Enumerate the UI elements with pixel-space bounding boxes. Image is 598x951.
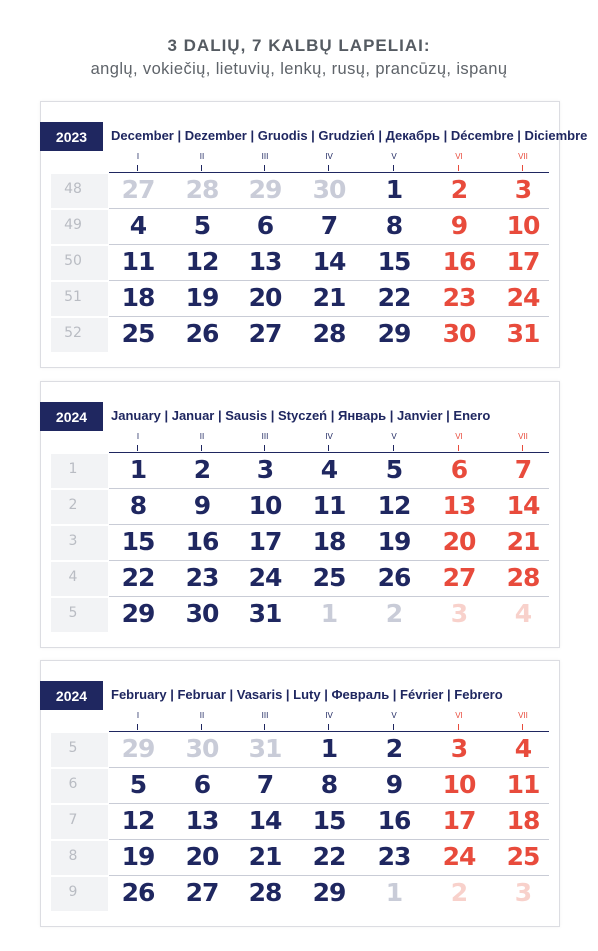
day-cell: 13 [248, 247, 282, 276]
weekday-label [257, 432, 273, 441]
day-cell: 28 [312, 319, 346, 348]
weekday-tick [137, 445, 138, 451]
weekday-label [321, 711, 337, 720]
day-cell: 6 [450, 455, 468, 484]
day-cell: 10 [506, 211, 540, 240]
day-cell: 24 [506, 283, 540, 312]
weekday-tick [201, 724, 202, 730]
day-cell: 23 [377, 842, 411, 871]
weekday-label-text: I [136, 152, 140, 161]
weekday-tick [458, 724, 459, 730]
day-cell: 28 [248, 878, 282, 907]
day-cell: 7 [256, 770, 274, 799]
day-cell: 29 [248, 175, 282, 204]
day-cell: 25 [506, 842, 540, 871]
weekday-label-text: VI [455, 152, 463, 161]
day-cell: 7 [514, 455, 532, 484]
month-names: January | Januar | Sausis | Styczeń | Январь | Janvier | Enero [111, 408, 491, 423]
weekday-label [321, 432, 337, 441]
weekday-label [130, 152, 146, 161]
weekday-tick [522, 724, 523, 730]
day-cell: 18 [121, 283, 155, 312]
day-cell: 11 [121, 247, 155, 276]
weekday-tick [522, 445, 523, 451]
day-cell: 20 [248, 283, 282, 312]
week-row [41, 840, 549, 876]
day-cell: 20 [442, 527, 476, 556]
weekday-label-text: V [391, 432, 397, 441]
weekday-label [321, 152, 337, 161]
day-cell: 31 [248, 734, 282, 763]
day-cell: 23 [185, 563, 219, 592]
day-cell: 10 [442, 770, 476, 799]
weekday-label [451, 711, 467, 720]
weekday-label-text: I [136, 432, 140, 441]
year-tab: 2024 [40, 681, 103, 710]
day-cell: 26 [185, 319, 219, 348]
day-cell: 13 [185, 806, 219, 835]
day-cell: 14 [312, 247, 346, 276]
weekday-tick [264, 165, 265, 171]
day-cell: 1 [129, 455, 147, 484]
weekday-label-text: V [391, 152, 397, 161]
day-cell: 26 [377, 563, 411, 592]
day-cell: 19 [121, 842, 155, 871]
week-number: 49 [64, 217, 82, 233]
day-cell: 15 [377, 247, 411, 276]
week-row [41, 209, 549, 245]
month-panel [40, 660, 560, 927]
day-cell: 28 [185, 175, 219, 204]
day-cell: 29 [121, 734, 155, 763]
day-cell: 25 [312, 563, 346, 592]
day-cell: 9 [450, 211, 468, 240]
day-cell: 9 [385, 770, 403, 799]
week-number: 3 [68, 533, 78, 549]
weekday-tick [264, 724, 265, 730]
week-number: 6 [68, 776, 78, 792]
week-row [41, 876, 549, 912]
day-cell: 22 [121, 563, 155, 592]
page-header [0, 36, 598, 79]
day-cell: 29 [312, 878, 346, 907]
weekday-label [386, 432, 402, 441]
day-cell: 27 [442, 563, 476, 592]
weekday-tick [201, 165, 202, 171]
day-cell: 24 [442, 842, 476, 871]
weekday-tick [458, 445, 459, 451]
week-number: 48 [64, 181, 82, 197]
weekday-tick [264, 445, 265, 451]
week-number: 2 [68, 497, 78, 513]
day-cell: 30 [442, 319, 476, 348]
weekday-label-text: V [391, 711, 397, 720]
weekday-label-text: II [199, 711, 205, 720]
week-number: 51 [64, 289, 82, 305]
weekday-label [194, 432, 210, 441]
day-cell: 22 [312, 842, 346, 871]
week-row [41, 453, 549, 489]
week-row [41, 489, 549, 525]
weekday-label [515, 711, 531, 720]
day-cell: 2 [385, 599, 403, 628]
day-cell: 27 [185, 878, 219, 907]
week-number: 7 [68, 812, 78, 828]
day-cell: 12 [377, 491, 411, 520]
day-cell: 3 [256, 455, 274, 484]
day-cell: 2 [385, 734, 403, 763]
day-cell: 23 [442, 283, 476, 312]
day-cell: 15 [121, 527, 155, 556]
day-cell: 6 [256, 211, 274, 240]
year-tab: 2023 [40, 122, 103, 151]
weekday-tick [137, 165, 138, 171]
day-cell: 4 [129, 211, 147, 240]
week-number: 9 [68, 884, 78, 900]
weekday-tick [201, 445, 202, 451]
day-cell: 6 [193, 770, 211, 799]
day-cell: 16 [377, 806, 411, 835]
weekday-label-text: VI [455, 432, 463, 441]
day-cell: 21 [248, 842, 282, 871]
weekday-label-text: I [136, 711, 140, 720]
day-cell: 31 [506, 319, 540, 348]
weekday-tick [328, 445, 329, 451]
weekday-header [109, 152, 549, 173]
weekday-label-text: II [199, 152, 205, 161]
weekday-label-text: III [261, 432, 269, 441]
weekday-label [386, 152, 402, 161]
month-panel [40, 381, 560, 648]
weekday-label-text: II [199, 432, 205, 441]
week-number: 4 [68, 569, 78, 585]
day-cell: 19 [185, 283, 219, 312]
weekday-label-text: VII [518, 711, 528, 720]
day-cell: 30 [185, 734, 219, 763]
day-cell: 14 [506, 491, 540, 520]
day-cell: 15 [312, 806, 346, 835]
day-cell: 8 [320, 770, 338, 799]
weekday-tick [393, 445, 394, 451]
week-row [41, 561, 549, 597]
day-cell: 13 [442, 491, 476, 520]
weekday-tick [458, 165, 459, 171]
week-number: 1 [68, 461, 78, 477]
year-tab: 2024 [40, 402, 103, 431]
day-cell: 1 [385, 175, 403, 204]
weekday-label-text: VII [518, 152, 528, 161]
weekday-header [109, 432, 549, 453]
weekday-label [194, 152, 210, 161]
day-cell: 1 [320, 599, 338, 628]
weekday-label [130, 711, 146, 720]
day-cell: 27 [248, 319, 282, 348]
day-cell: 31 [248, 599, 282, 628]
weekday-tick [328, 165, 329, 171]
day-cell: 3 [450, 734, 468, 763]
day-cell: 11 [312, 491, 346, 520]
day-cell: 8 [385, 211, 403, 240]
day-cell: 29 [121, 599, 155, 628]
day-cell: 5 [193, 211, 211, 240]
day-cell: 12 [185, 247, 219, 276]
day-cell: 27 [121, 175, 155, 204]
weekday-label [257, 152, 273, 161]
weekday-label [194, 711, 210, 720]
day-cell: 9 [193, 491, 211, 520]
weekday-label [451, 152, 467, 161]
day-cell: 10 [248, 491, 282, 520]
day-cell: 29 [377, 319, 411, 348]
weekday-label-text: IV [325, 432, 333, 441]
day-cell: 24 [248, 563, 282, 592]
day-cell: 2 [450, 878, 468, 907]
weekday-label-text: IV [325, 152, 333, 161]
day-cell: 17 [442, 806, 476, 835]
day-cell: 8 [129, 491, 147, 520]
week-row [41, 281, 549, 317]
week-row [41, 525, 549, 561]
day-cell: 4 [514, 734, 532, 763]
page-subtitle: anglų, vokiečių, lietuvių, lenkų, rusų, prancūzų, ispanų [90, 60, 508, 78]
week-row [41, 768, 549, 804]
day-cell: 7 [320, 211, 338, 240]
weekday-tick [522, 165, 523, 171]
weekday-label-text: IV [325, 711, 333, 720]
week-number: 50 [64, 253, 82, 269]
weekday-label [130, 432, 146, 441]
week-number: 8 [68, 848, 78, 864]
day-cell: 17 [248, 527, 282, 556]
week-row [41, 732, 549, 768]
weekday-tick [328, 724, 329, 730]
week-number: 5 [68, 605, 78, 621]
week-number: 52 [64, 325, 82, 341]
weekday-label-text: VII [518, 432, 528, 441]
day-cell: 17 [506, 247, 540, 276]
day-cell: 19 [377, 527, 411, 556]
day-cell: 12 [121, 806, 155, 835]
weekday-label-text: III [261, 711, 269, 720]
month-names: December | Dezember | Gruodis | Grudzień | Декабрь | Décembre | Diciembre [111, 128, 588, 143]
day-cell: 5 [129, 770, 147, 799]
day-cell: 14 [248, 806, 282, 835]
weekday-tick [393, 724, 394, 730]
day-cell: 3 [514, 878, 532, 907]
week-row [41, 245, 549, 281]
day-cell: 3 [450, 599, 468, 628]
day-cell: 4 [320, 455, 338, 484]
weekday-label-text: III [261, 152, 269, 161]
week-number: 5 [68, 740, 78, 756]
weekday-label [451, 432, 467, 441]
weekday-header [109, 711, 549, 732]
day-cell: 1 [385, 878, 403, 907]
weekday-label [515, 432, 531, 441]
month-names: February | Februar | Vasaris | Luty | Февраль | Février | Febrero [111, 687, 503, 702]
weekday-label [515, 152, 531, 161]
day-cell: 18 [312, 527, 346, 556]
week-row [41, 804, 549, 840]
day-cell: 30 [185, 599, 219, 628]
day-cell: 2 [450, 175, 468, 204]
day-cell: 16 [185, 527, 219, 556]
day-cell: 5 [385, 455, 403, 484]
day-cell: 28 [506, 563, 540, 592]
day-cell: 11 [506, 770, 540, 799]
weekday-tick [393, 165, 394, 171]
day-cell: 22 [377, 283, 411, 312]
day-cell: 30 [312, 175, 346, 204]
day-cell: 18 [506, 806, 540, 835]
week-row [41, 597, 549, 633]
day-cell: 21 [506, 527, 540, 556]
weekday-tick [137, 724, 138, 730]
day-cell: 25 [121, 319, 155, 348]
day-cell: 16 [442, 247, 476, 276]
day-cell: 26 [121, 878, 155, 907]
day-cell: 1 [320, 734, 338, 763]
weekday-label-text: VI [455, 711, 463, 720]
weekday-label [386, 711, 402, 720]
week-row [41, 317, 549, 353]
weekday-label [257, 711, 273, 720]
month-panel [40, 101, 588, 368]
week-row [41, 173, 549, 209]
day-cell: 3 [514, 175, 532, 204]
day-cell: 21 [312, 283, 346, 312]
day-cell: 2 [193, 455, 211, 484]
day-cell: 4 [514, 599, 532, 628]
page-title: 3 DALIŲ, 7 KALBŲ LAPELIAI: [167, 36, 431, 55]
day-cell: 20 [185, 842, 219, 871]
